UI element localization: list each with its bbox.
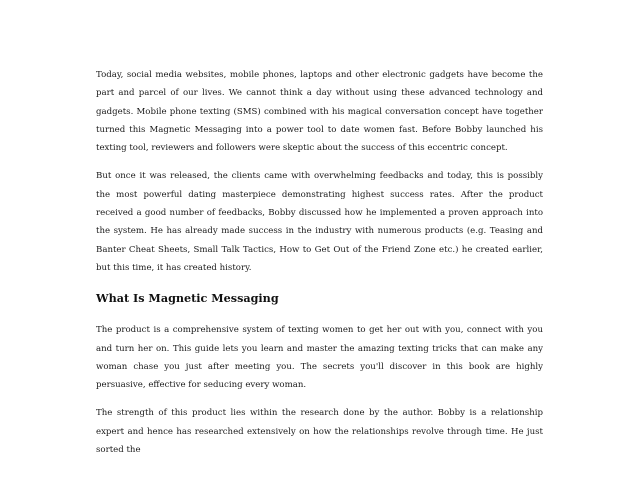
document-page	[96, 66, 543, 459]
paragraph-intro: Today, social media websites, mobile phones, laptops and other electronic gadgets have become the part and parcel of our lives. We cannot think a day without using these advanced technology and gadgets. Mobile phone texting (SMS) combined with his magical conversation concept have together turned this Magnetic Messaging into a power tool to date women fast. Before Bobby launched his texting tool, reviewers and followers were skeptic about the success of this eccentric concept.	[96, 70, 543, 154]
paragraph-strength: The strength of this product lies within the research done by the author. Bobby is a relationship expert and hence has researched extensively on how the relationships revolve through time. He just sorted the	[96, 408, 543, 456]
paragraph-product: The product is a comprehensive system of texting women to get her out with you, connect with you and turn her on. This guide lets you learn and master the amazing texting tricks that can make any woman chase you just after meeting you. The secrets you'll discover in this book are highly persuasive, effective for seducing every woman.	[96, 325, 543, 391]
paragraph-release: But once it was released, the clients came with overwhelming feedbacks and today, this is possibly the most powerful dating masterpiece demonstrating highest success rates. After the product received a good number of feedbacks, Bobby discussed how he implemented a proven approach into the system. He has already made success in the industry with numerous products (e.g. Teasing and Banter Cheat Sheets, Small Talk Tactics, How to Get Out of the Friend Zone etc.) he created earlier, but this time, it has created history.	[96, 171, 543, 273]
section-heading: What Is Magnetic Messaging	[96, 291, 279, 306]
